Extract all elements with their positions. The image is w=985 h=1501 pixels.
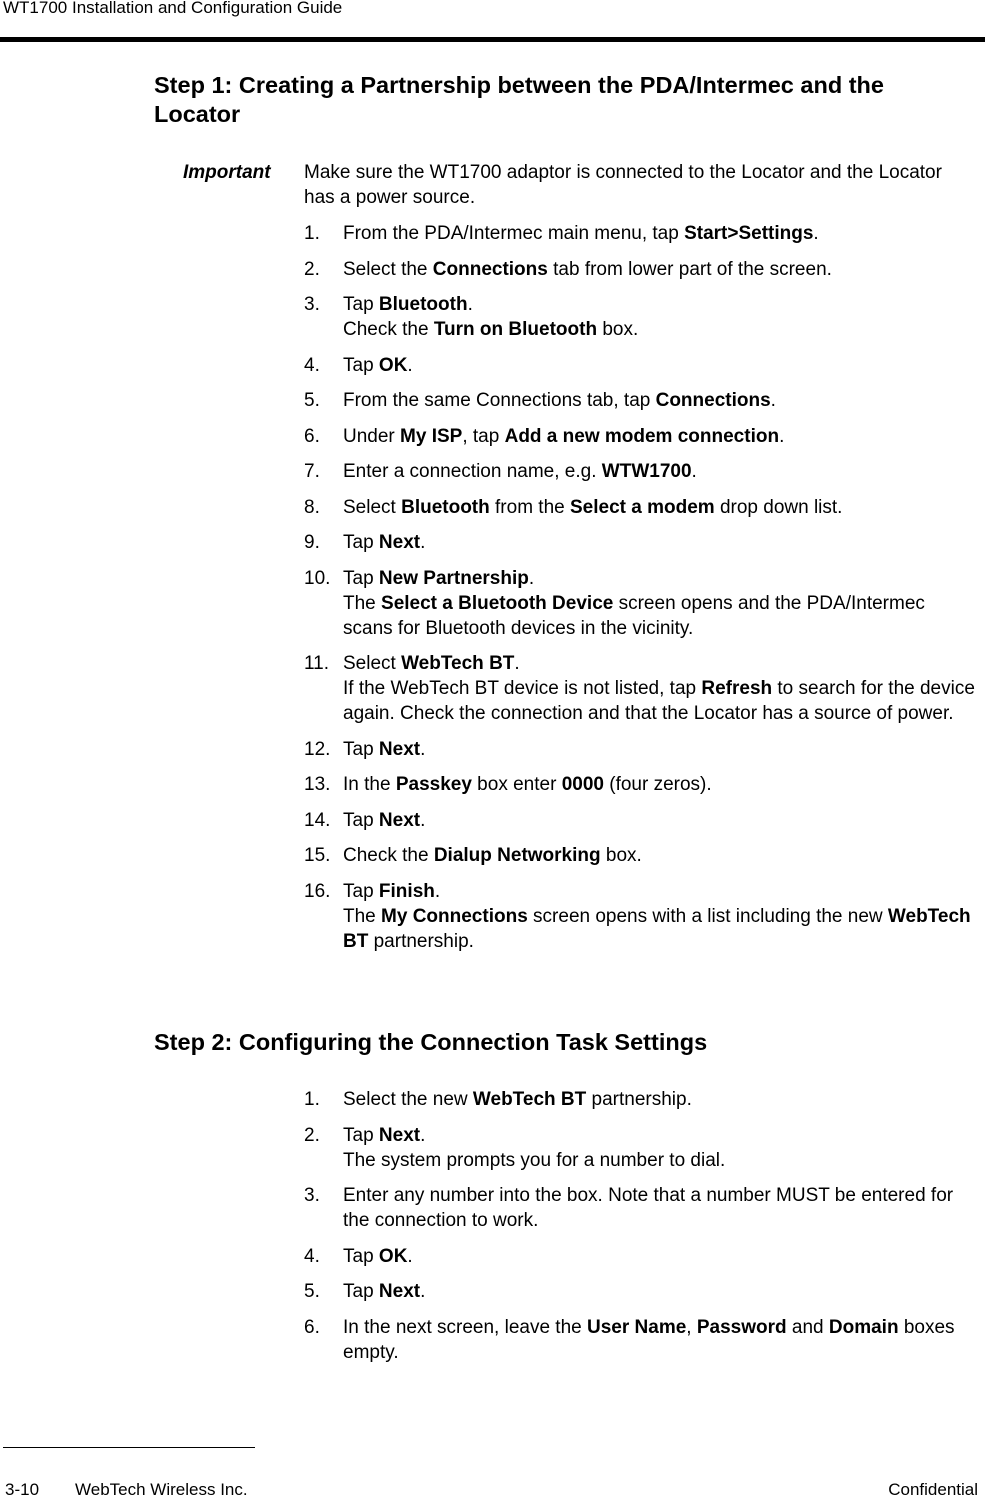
ui-term: Select a Bluetooth Device bbox=[381, 592, 614, 614]
step-text: Tap bbox=[343, 809, 379, 831]
list-item bbox=[304, 221, 979, 246]
ui-term: Dialup Networking bbox=[433, 845, 601, 866]
ui-term: Next bbox=[378, 738, 421, 760]
company-name: WebTech Wireless Inc. bbox=[75, 1480, 248, 1499]
step-text: From the same Connections tab, tap bbox=[343, 390, 656, 411]
important-label: Important bbox=[183, 162, 271, 183]
step-text: . bbox=[691, 461, 697, 482]
step-number: 3. bbox=[304, 294, 320, 315]
step-number: 8. bbox=[304, 496, 320, 518]
ui-term: Turn on Bluetooth bbox=[433, 319, 598, 340]
step2-heading: Step 2: Configuring the Connection Task Settings bbox=[154, 1029, 708, 1055]
ui-term: WebTech BT bbox=[343, 905, 971, 952]
step-text: The bbox=[343, 592, 382, 614]
step-text: Under bbox=[343, 425, 401, 447]
step-text: tab from lower part of the screen. bbox=[547, 258, 832, 280]
step-number: 12. bbox=[304, 738, 331, 760]
step-text: box. bbox=[597, 319, 639, 340]
step-number: 15. bbox=[304, 845, 331, 866]
step-text: Select bbox=[343, 653, 402, 674]
list-item bbox=[304, 388, 979, 413]
ui-term: Add a new modem connection bbox=[504, 425, 780, 447]
step-text: . bbox=[434, 880, 441, 902]
step-text: drop down list. bbox=[714, 496, 843, 518]
step-text: Tap bbox=[343, 567, 379, 589]
list-item bbox=[304, 1183, 979, 1233]
step-text: In the next screen, leave the bbox=[343, 1316, 587, 1338]
step-text: . bbox=[514, 653, 520, 674]
ui-term: Start>Settings bbox=[684, 223, 814, 244]
step-text: In the bbox=[343, 774, 396, 795]
step-text: box. bbox=[600, 845, 642, 866]
page-number: 3-10 bbox=[5, 1480, 40, 1499]
list-item bbox=[304, 1315, 979, 1365]
step1-list bbox=[304, 221, 979, 964]
ui-term: Next bbox=[378, 1124, 421, 1146]
ui-term: Bluetooth bbox=[401, 496, 490, 518]
ui-term: Finish bbox=[378, 880, 435, 902]
step-text: . bbox=[528, 567, 535, 589]
step-text: to search for the device again. Check the connection and that the Locator has a source of power. bbox=[343, 678, 975, 724]
step-text: (four zeros). bbox=[603, 774, 712, 795]
step-text: . bbox=[770, 390, 776, 411]
step-text: . bbox=[420, 1124, 426, 1146]
list-item bbox=[304, 808, 979, 833]
step-text: . bbox=[467, 294, 473, 315]
step-text: Tap bbox=[343, 532, 379, 553]
list-item bbox=[304, 257, 979, 282]
step-text: partnership. bbox=[586, 1089, 692, 1110]
step-number: 5. bbox=[304, 390, 320, 411]
ui-term: Next bbox=[378, 532, 421, 553]
ui-term: OK bbox=[378, 354, 408, 376]
step1-heading: Step 1: Creating a Partnership between the PDA/Intermec and the Locator bbox=[154, 72, 884, 127]
step-text: from the bbox=[489, 496, 570, 518]
list-item bbox=[304, 292, 979, 342]
ui-term: My ISP bbox=[400, 425, 463, 447]
step-number: 6. bbox=[304, 1316, 320, 1338]
step-text: Enter any number into the box. Note that a number MUST be entered for the connection to work. bbox=[343, 1185, 954, 1231]
step-number: 2. bbox=[304, 1124, 320, 1146]
ui-term: WTW1700 bbox=[601, 461, 692, 482]
step-number: 7. bbox=[304, 461, 320, 482]
ui-term: WebTech BT bbox=[401, 653, 515, 674]
ui-term: Passkey bbox=[395, 774, 472, 795]
step-number: 13. bbox=[304, 774, 331, 795]
list-item bbox=[304, 1087, 979, 1112]
step-text: Tap bbox=[343, 1124, 379, 1146]
step-text: boxes empty. bbox=[343, 1316, 955, 1363]
step-text: . bbox=[420, 532, 426, 553]
list-item bbox=[304, 879, 979, 954]
ui-term: New Partnership bbox=[378, 567, 529, 589]
list-item bbox=[304, 843, 979, 868]
important-text: Make sure the WT1700 adaptor is connected to the Locator and the Locator has a power source. bbox=[304, 162, 942, 208]
step-text: Check the bbox=[343, 319, 434, 340]
step-number: 1. bbox=[304, 223, 320, 244]
list-item bbox=[304, 530, 979, 555]
step-number: 1. bbox=[304, 1089, 320, 1110]
ui-term: Connections bbox=[432, 258, 548, 280]
step-number: 3. bbox=[304, 1185, 320, 1206]
step-text: . bbox=[420, 738, 426, 760]
footer-rule bbox=[3, 1447, 255, 1448]
ui-term: Password bbox=[696, 1316, 787, 1338]
step-text: screen opens and the PDA/Intermec scans for Bluetooth devices in the vicinity. bbox=[343, 592, 925, 639]
ui-term: My Connections bbox=[381, 905, 528, 927]
step-number: 5. bbox=[304, 1281, 320, 1302]
step-text: From the PDA/Intermec main menu, tap bbox=[343, 223, 685, 244]
list-item bbox=[304, 495, 979, 520]
step-number: 14. bbox=[304, 809, 331, 831]
step-number: 6. bbox=[304, 425, 320, 447]
step-text: The system prompts you for a number to dial. bbox=[343, 1149, 726, 1171]
step-number: 4. bbox=[304, 354, 320, 376]
step-number: 16. bbox=[304, 880, 331, 902]
step2-list bbox=[304, 1087, 979, 1375]
list-item bbox=[304, 737, 979, 762]
step-number: 4. bbox=[304, 1245, 320, 1267]
list-item bbox=[304, 459, 979, 484]
ui-term: WebTech BT bbox=[472, 1089, 587, 1110]
step-text: . bbox=[407, 1245, 413, 1267]
step-text: Select the bbox=[343, 258, 433, 280]
step-text: Tap bbox=[343, 354, 379, 376]
ui-term: Next bbox=[378, 1281, 421, 1302]
step-text: screen opens with a list including the new bbox=[527, 905, 888, 927]
step-text: . bbox=[779, 425, 785, 447]
step-text: Enter a connection name, e.g. bbox=[343, 461, 602, 482]
list-item bbox=[304, 651, 979, 726]
list-item bbox=[304, 1123, 979, 1173]
step-number: 2. bbox=[304, 258, 320, 280]
header-rule bbox=[0, 37, 985, 42]
step-number: 11. bbox=[304, 653, 330, 674]
step-text: Select bbox=[343, 496, 402, 518]
step-number: 10. bbox=[304, 567, 331, 589]
step-text: , tap bbox=[462, 425, 505, 447]
list-item bbox=[304, 353, 979, 378]
list-item bbox=[304, 566, 979, 641]
ui-term: 0000 bbox=[561, 774, 604, 795]
ui-term: Refresh bbox=[701, 678, 773, 699]
list-item bbox=[304, 1244, 979, 1269]
step-text: Tap bbox=[343, 880, 379, 902]
ui-term: User Name bbox=[587, 1316, 687, 1338]
step-text: box enter bbox=[471, 774, 562, 795]
step-text: Tap bbox=[343, 738, 379, 760]
step-text: . bbox=[407, 354, 413, 376]
step-text: . bbox=[420, 809, 426, 831]
list-item bbox=[304, 424, 979, 449]
step-text: . bbox=[420, 1281, 426, 1302]
step-text: The bbox=[343, 905, 382, 927]
step-text: . bbox=[813, 223, 819, 244]
step-number: 9. bbox=[304, 532, 320, 553]
step-text: and bbox=[786, 1316, 829, 1338]
ui-term: Select a modem bbox=[570, 496, 715, 518]
footer-left bbox=[5, 1479, 248, 1501]
ui-term: Connections bbox=[655, 390, 771, 411]
ui-term: Domain bbox=[828, 1316, 899, 1338]
step-text: Check the bbox=[343, 845, 434, 866]
ui-term: OK bbox=[378, 1245, 408, 1267]
list-item bbox=[304, 1279, 979, 1304]
confidential-label: Confidential bbox=[888, 1480, 978, 1499]
step-text: If the WebTech BT device is not listed, tap bbox=[343, 678, 702, 699]
step-text: Tap bbox=[343, 294, 379, 315]
running-header: WT1700 Installation and Configuration Guide bbox=[3, 0, 343, 17]
step-text: Select the new bbox=[343, 1089, 473, 1110]
ui-term: Bluetooth bbox=[378, 294, 468, 315]
step-text: partnership. bbox=[368, 930, 474, 952]
list-item bbox=[304, 772, 979, 797]
step-text: , bbox=[686, 1316, 697, 1338]
step-text: Tap bbox=[343, 1245, 379, 1267]
ui-term: Next bbox=[378, 809, 421, 831]
step-text: Tap bbox=[343, 1281, 379, 1302]
